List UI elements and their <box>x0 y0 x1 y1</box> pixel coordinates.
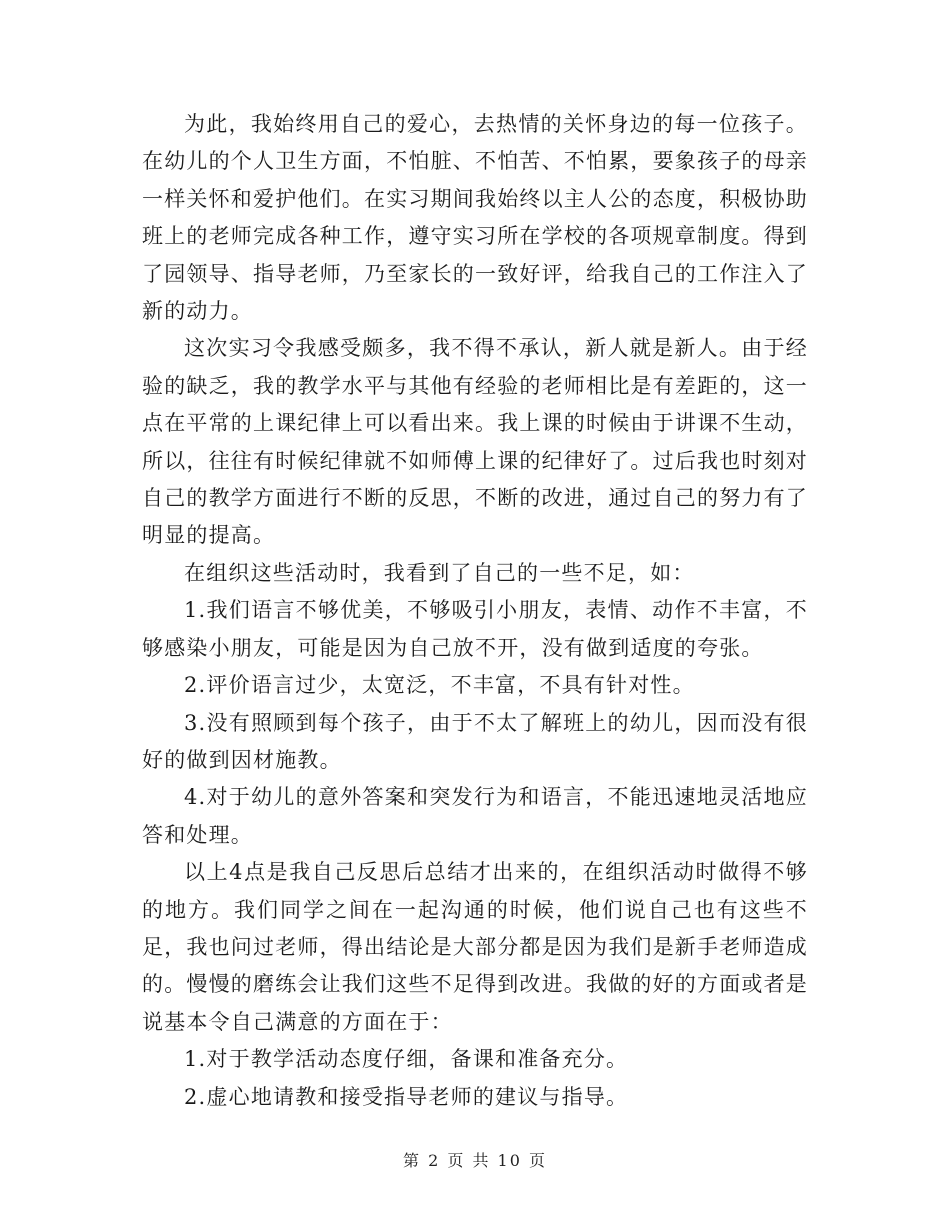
list-item-1: 1.我们语言不够优美，不够吸引小朋友，表情、动作不丰富，不够感染小朋友，可能是因为自己放不开，没有做到适度的夸张。 <box>142 598 808 660</box>
list-item-4: 4.对于幼儿的意外答案和突发行为和语言，不能迅速地灵活地应答和处理。 <box>142 785 808 847</box>
page-number-footer: 第 2 页 共 10 页 <box>403 1151 547 1170</box>
list-item-3: 3.没有照顾到每个孩子，由于不太了解班上的幼儿，因而没有很好的做到因材施教。 <box>142 710 808 772</box>
document-body <box>142 106 808 1116</box>
list-item-6: 2.虚心地请教和接受指导老师的建议与指导。 <box>184 1084 629 1109</box>
paragraph-4: 以上4点是我自己反思后总结才出来的，在组织活动时做得不够的地方。我们同学之间在一起沟通的时候，他们说自己也有这些不足，我也问过老师，得出结论是大部分都是因为我们是新手老师造成的。慢慢的磨练会让我们这些不足得到改进。我做的好的方面或者是说基本令自己满意的方面在于： <box>142 860 808 1034</box>
paragraph-1: 为此，我始终用自己的爱心，去热情的关怀身边的每一位孩子。在幼儿的个人卫生方面，不怕脏、不怕苦、不怕累，要象孩子的母亲一样关怀和爱护他们。在实习期间我始终以主人公的态度，积极协助班上的老师完成各种工作，遵守实习所在学校的各项规章制度。得到了园领导、指导老师，乃至家长的一致好评，给我自己的工作注入了新的动力。 <box>142 112 808 324</box>
list-item-2: 2.评价语言过少，太宽泛，不丰富，不具有针对性。 <box>184 673 695 698</box>
paragraph-3: 在组织这些活动时，我看到了自己的一些不足，如： <box>184 560 695 585</box>
paragraph-2: 这次实习令我感受颇多，我不得不承认，新人就是新人。由于经验的缺乏，我的教学水平与其他有经验的老师相比是有差距的，这一点在平常的上课纪律上可以看出来。我上课的时候由于讲课不生动，所以，往往有时候纪律就不如师傅上课的纪律好了。过后我也时刻对自己的教学方面进行不断的反思，不断的改进，通过自己的努力有了明显的提高。 <box>142 336 808 548</box>
list-item-5: 1.对于教学活动态度仔细，备课和准备充分。 <box>184 1047 629 1072</box>
